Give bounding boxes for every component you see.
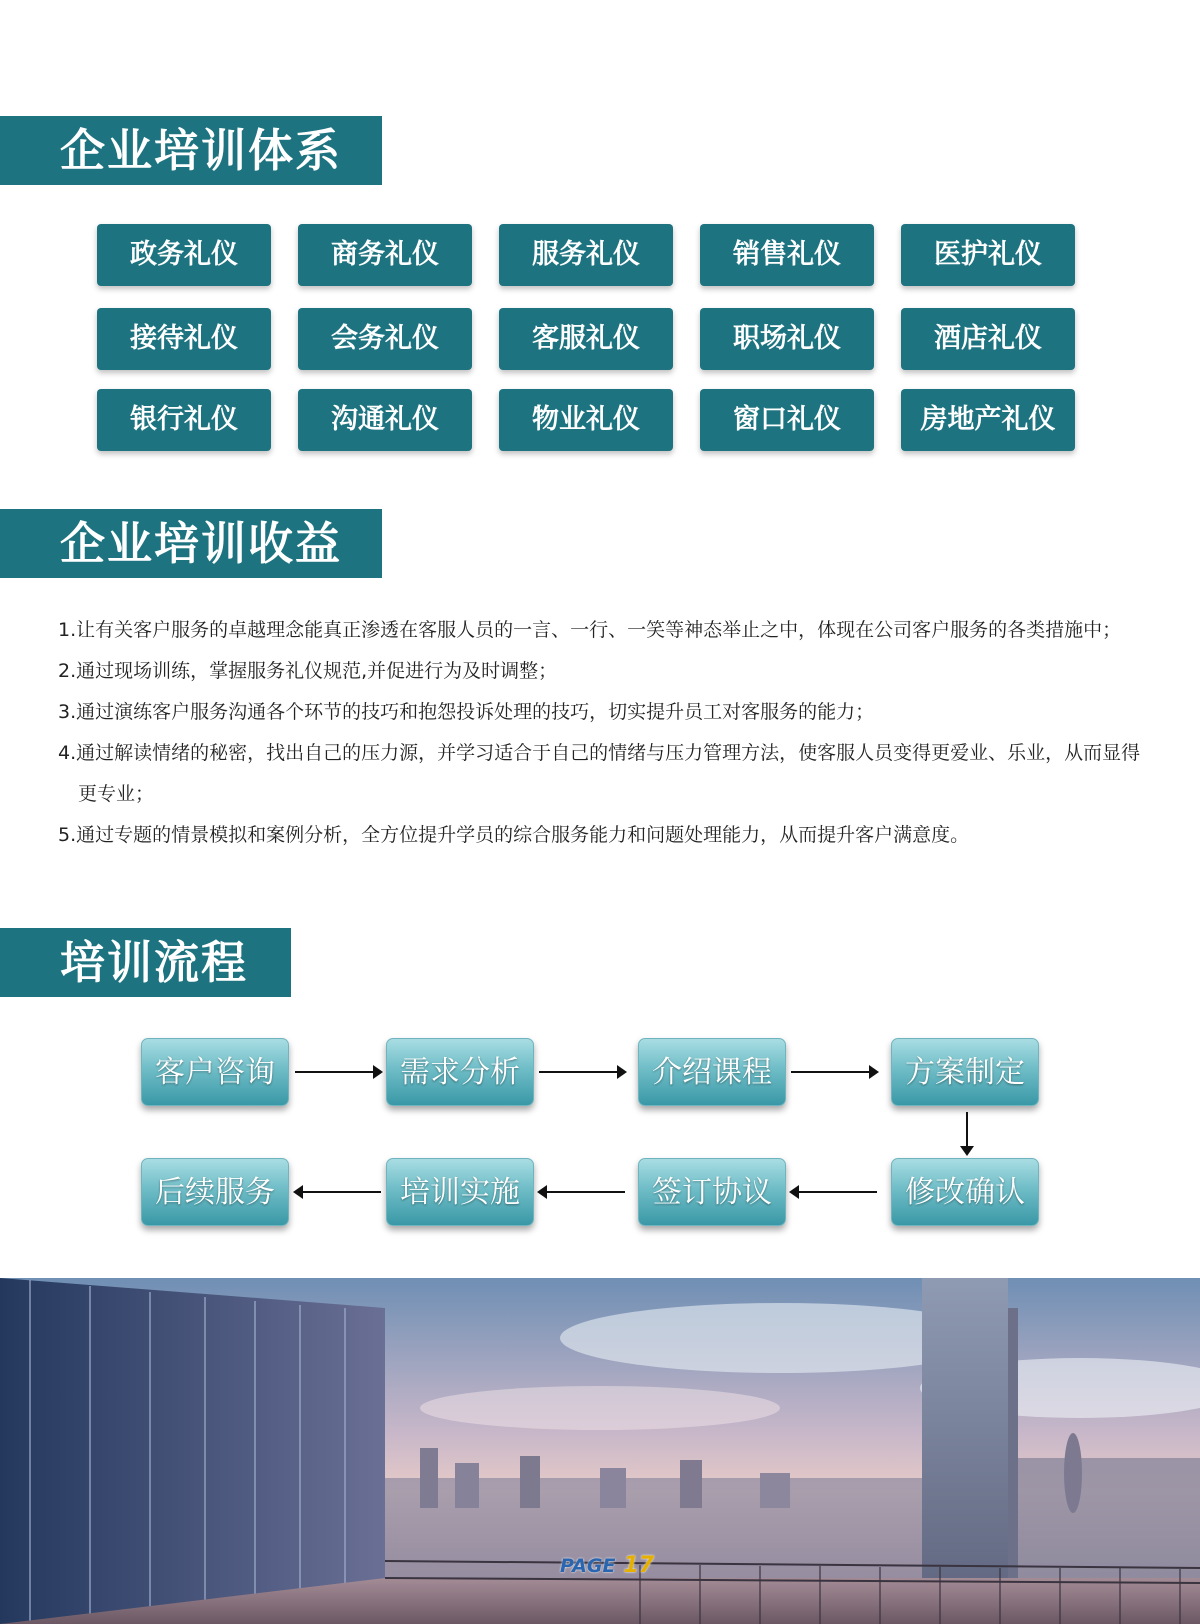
tag: 沟通礼仪 [298, 389, 472, 451]
arrow-left-icon [295, 1191, 381, 1193]
tag: 客服礼仪 [499, 308, 673, 370]
tag: 政务礼仪 [97, 224, 271, 286]
tag: 房地产礼仪 [901, 389, 1075, 451]
tag: 服务礼仪 [499, 224, 673, 286]
section-title-training-system: 企业培训体系 [0, 116, 382, 185]
benefit-item: 2.通过现场训练，掌握服务礼仪规范,并促进行为及时调整； [58, 660, 558, 682]
benefits-list [58, 610, 1148, 856]
page-number-value: 17 [623, 1553, 655, 1578]
process-step: 介绍课程 [638, 1038, 786, 1106]
process-step: 签订协议 [638, 1158, 786, 1226]
arrow-right-icon [791, 1071, 877, 1073]
tag: 职场礼仪 [700, 308, 874, 370]
benefit-item: 4.通过解读情绪的秘密，找出自己的压力源，并学习适合于自己的情绪与压力管理方法，使客服人员变得更爱业、乐业，从而显得更专业； [58, 742, 1141, 805]
section-title-training-benefits: 企业培训收益 [0, 509, 382, 578]
process-step: 需求分析 [386, 1038, 534, 1106]
tag: 医护礼仪 [901, 224, 1075, 286]
arrow-right-icon [539, 1071, 625, 1073]
page-label: PAGE [560, 1555, 616, 1577]
tag: 销售礼仪 [700, 224, 874, 286]
page-number [560, 1553, 654, 1578]
tag: 接待礼仪 [97, 308, 271, 370]
tag: 物业礼仪 [499, 389, 673, 451]
arrow-right-icon [295, 1071, 381, 1073]
benefit-item: 3.通过演练客户服务沟通各个环节的技巧和抱怨投诉处理的技巧，切实提升员工对客服务的能力； [58, 701, 875, 723]
arrow-down-icon [966, 1112, 968, 1154]
arrow-left-icon [791, 1191, 877, 1193]
process-step: 方案制定 [891, 1038, 1039, 1106]
process-step: 后续服务 [141, 1158, 289, 1226]
tag: 商务礼仪 [298, 224, 472, 286]
tag: 窗口礼仪 [700, 389, 874, 451]
process-step: 培训实施 [386, 1158, 534, 1226]
tag: 银行礼仪 [97, 389, 271, 451]
process-step: 客户咨询 [141, 1038, 289, 1106]
benefit-item: 5.通过专题的情景模拟和案例分析，全方位提升学员的综合服务能力和问题处理能力，从而提升客户满意度。 [58, 824, 970, 846]
process-step: 修改确认 [891, 1158, 1039, 1226]
tag: 会务礼仪 [298, 308, 472, 370]
section-title-training-process: 培训流程 [0, 928, 291, 997]
arrow-left-icon [539, 1191, 625, 1193]
benefit-item: 1.让有关客户服务的卓越理念能真正渗透在客服人员的一言、一行、一笑等神态举止之中，体现在公司客户服务的各类措施中； [58, 619, 1122, 641]
tag: 酒店礼仪 [901, 308, 1075, 370]
